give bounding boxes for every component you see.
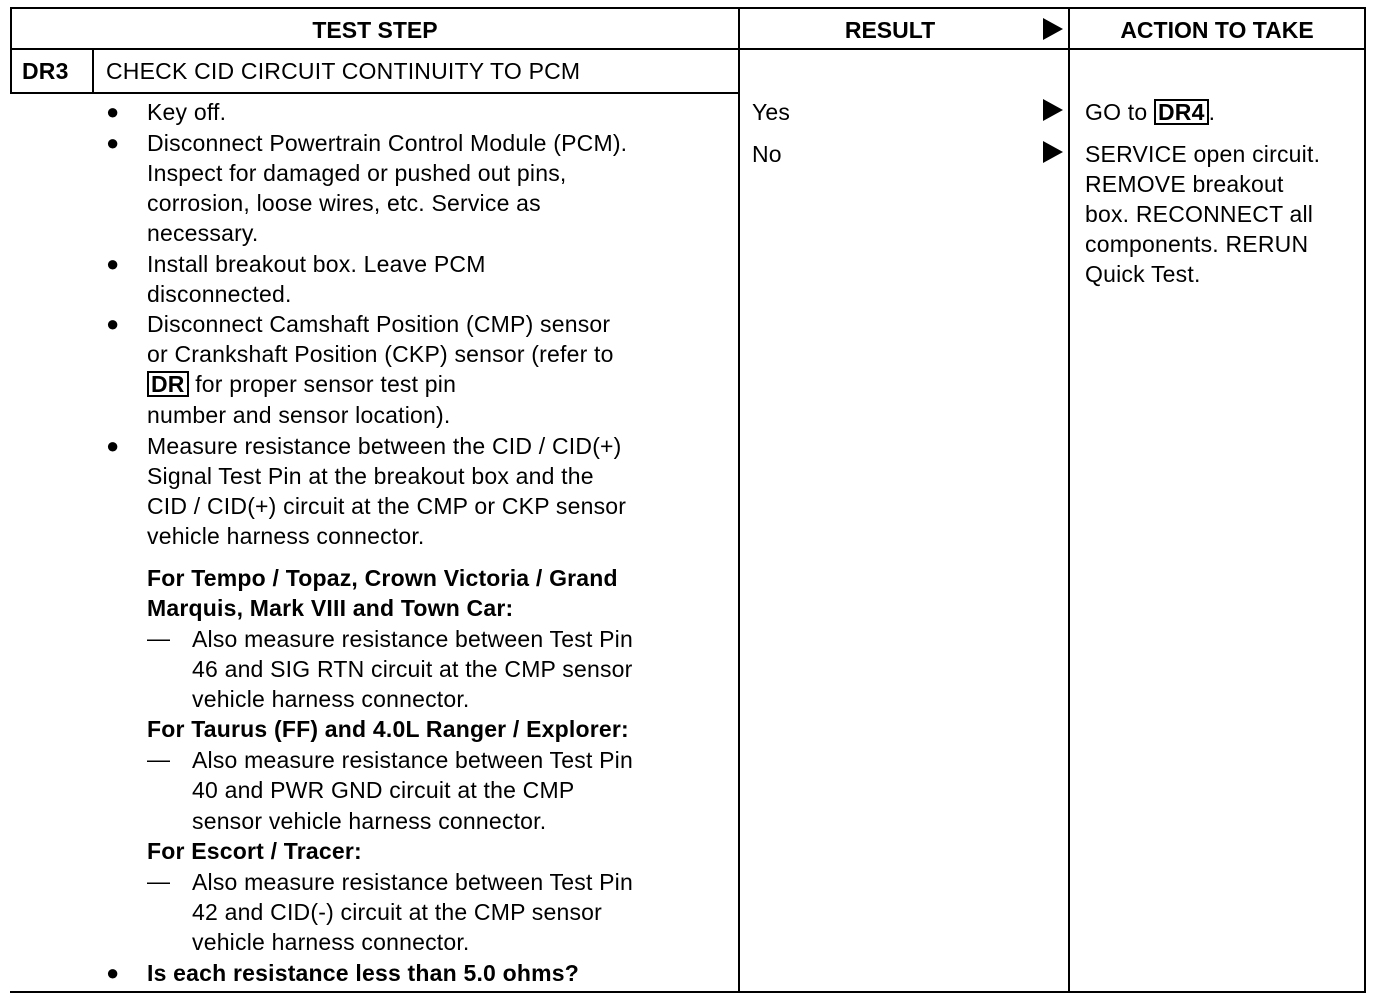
header-divider [10,48,1366,50]
result-yes: Yes [752,99,791,125]
reference-box-dr: DR [147,371,189,397]
procedure-line: Also measure resistance between Test Pin [192,747,633,773]
arrow-right-icon [1043,99,1063,121]
procedure-line: necessary. [147,220,259,246]
procedure-line: 46 and SIG RTN circuit at the CMP sensor [192,656,633,682]
procedure-line: vehicle harness connector. [147,523,425,549]
procedure-line [147,369,456,399]
procedure-line: corrosion, loose wires, etc. Service as [147,190,541,216]
action-no-line: Quick Test. [1085,261,1201,287]
column-divider-action [1068,7,1070,993]
table-border-right [1364,7,1366,993]
step-title-divider [10,92,738,94]
step-id: DR3 [22,58,69,84]
bullet-icon: ● [106,433,120,458]
table-border-bottom [10,991,1366,993]
header-arrow-icon [1043,18,1063,40]
header-test-step: TEST STEP [312,17,438,43]
column-divider-result [738,7,740,993]
procedure-line: vehicle harness connector. [192,929,470,955]
header-action-to-take: ACTION TO TAKE [1120,17,1314,43]
vehicle-group-heading: For Taurus (FF) and 4.0L Ranger / Explorer: [147,716,629,742]
reference-box-dr4: DR4 [1154,99,1209,125]
procedure-line: Install breakout box. Leave PCM [147,251,486,277]
dash-icon: — [147,868,170,894]
procedure-question: Is each resistance less than 5.0 ohms? [147,960,580,986]
procedure-line: Measure resistance between the CID / CID(+) [147,433,622,459]
procedure-line: Signal Test Pin at the breakout box and the [147,463,594,489]
procedure-line: CID / CID(+) circuit at the CMP or CKP sensor [147,493,627,519]
header-result: RESULT [844,17,936,43]
action-no-line: SERVICE open circuit. [1085,141,1321,167]
action-no-line: components. RERUN [1085,231,1309,257]
vehicle-group-heading: For Tempo / Topaz, Crown Victoria / Grand [147,565,618,591]
procedure-line: number and sensor location). [147,402,451,428]
dash-icon: — [147,746,170,772]
procedure-line: 42 and CID(-) circuit at the CMP sensor [192,899,603,925]
result-no: No [752,141,782,167]
bullet-icon: ● [106,251,120,276]
vehicle-group-heading: For Escort / Tracer: [147,838,362,864]
procedure-line: 40 and PWR GND circuit at the CMP [192,777,575,803]
procedure-line: Disconnect Camshaft Position (CMP) sensor [147,311,611,337]
procedure-line: Also measure resistance between Test Pin [192,869,633,895]
procedure-line: vehicle harness connector. [192,686,470,712]
action-no-line: box. RECONNECT all [1085,201,1314,227]
procedure-line: Disconnect Powertrain Control Module (PCM). [147,130,628,156]
step-title: CHECK CID CIRCUIT CONTINUITY TO PCM [106,58,581,84]
bullet-icon: ● [106,99,120,124]
procedure-line: disconnected. [147,281,292,307]
bullet-icon: ● [106,130,120,155]
procedure-line: Also measure resistance between Test Pin [192,626,633,652]
procedure-text: for proper sensor test pin [195,371,457,397]
bullet-icon: ● [106,311,120,336]
procedure-line: Key off. [147,99,227,125]
procedure-line: sensor vehicle harness connector. [192,808,547,834]
procedure-line: or Crankshaft Position (CKP) sensor (refer to [147,341,614,367]
arrow-right-icon [1043,141,1063,163]
step-id-divider [92,50,94,92]
action-text: GO to [1085,99,1148,125]
dash-icon: — [147,625,170,651]
procedure-line: Inspect for damaged or pushed out pins, [147,160,567,186]
action-yes [1085,97,1215,127]
bullet-icon: ● [106,960,120,985]
action-no-line: REMOVE breakout [1085,171,1284,197]
action-text: . [1208,99,1216,125]
vehicle-group-heading: Marquis, Mark VIII and Town Car: [147,595,514,621]
table-border-top [10,7,1366,9]
